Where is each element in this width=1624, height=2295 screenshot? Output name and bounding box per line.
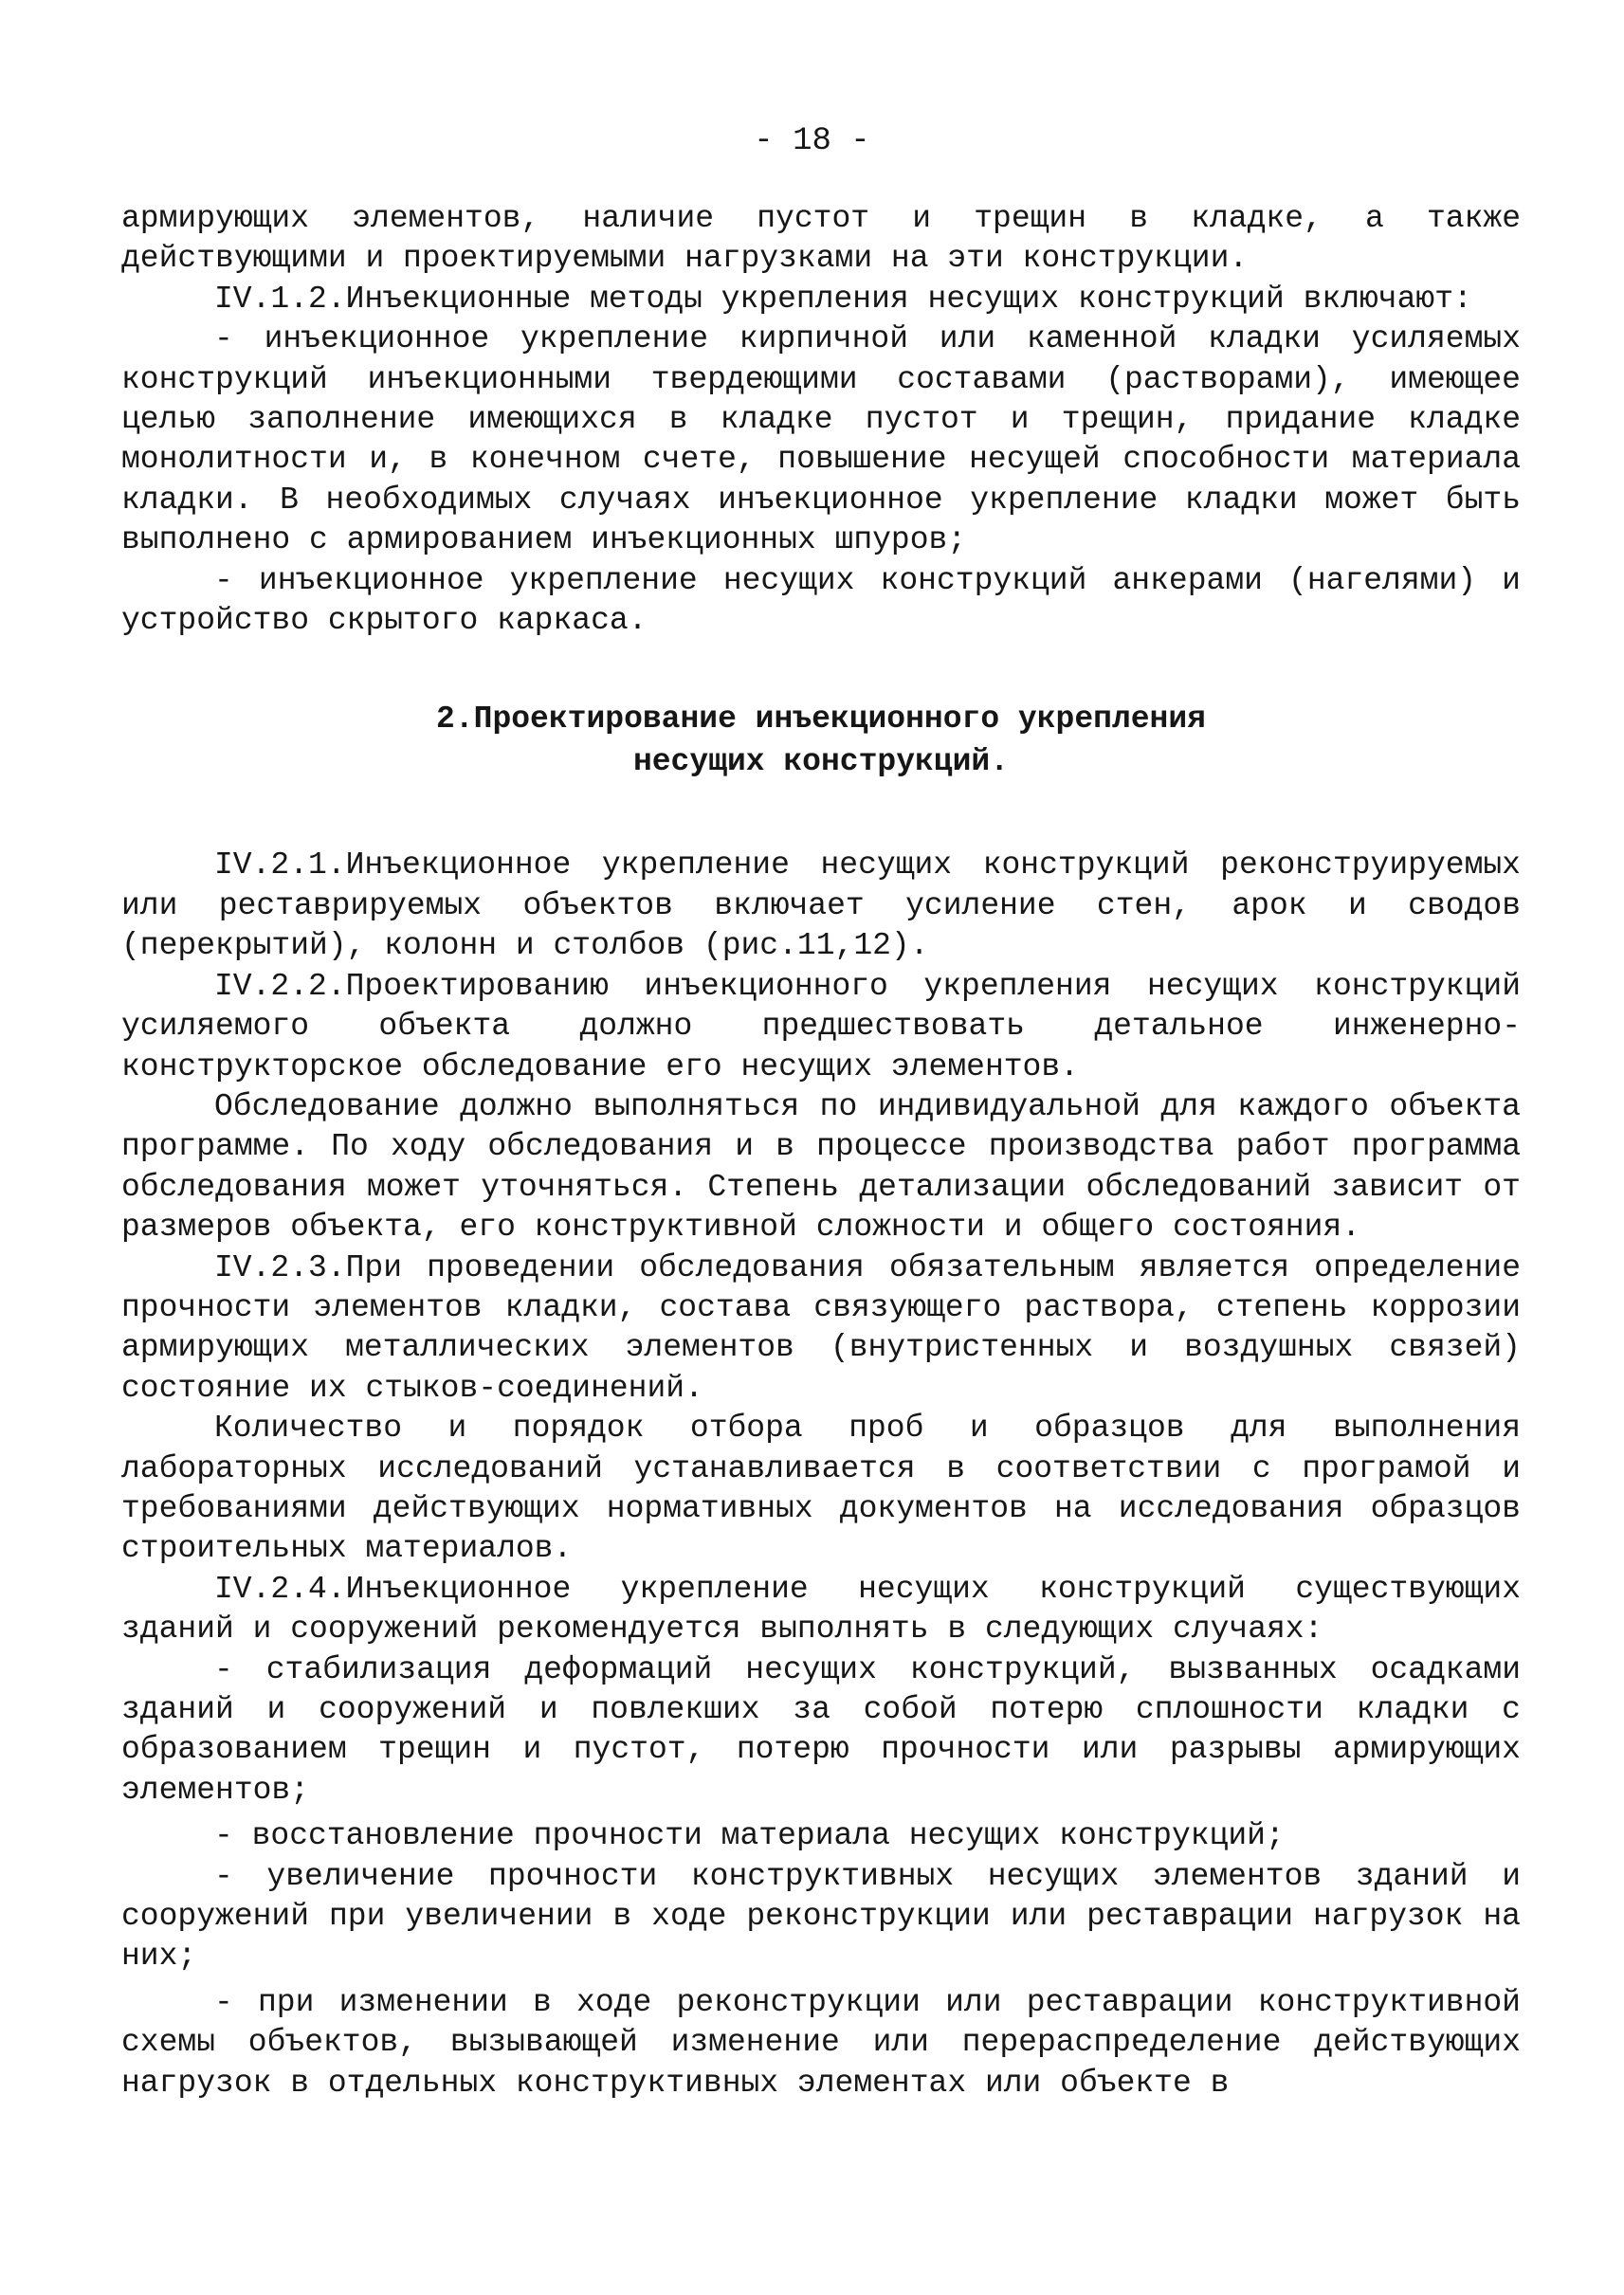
paragraph-iv-2-4: IV.2.4.Инъекционное укрепление несущих конструкций существующих зданий и сооружений рекомендуется выполнять в следующих случаях: <box>121 1571 1521 1648</box>
list-item-strength-restoration: - восстановление прочности материала несущих конструкций; <box>214 1818 1285 1854</box>
paragraph-sampling: Количество и порядок отбора проб и образцов для выполнения лабораторных исследований устанавливается в соответствии с програмой и требованиями действующих нормативных документов на исследования образцов строительных материалов. <box>121 1411 1521 1567</box>
section-heading-line-1: 2.Проектирование инъекционного укрепления <box>436 701 1206 738</box>
list-item-injection-anchors: - инъекционное укрепление несущих конструкций анкерами (нагелями) и устройство скрытого каркаса. <box>121 562 1521 639</box>
paragraph-survey-program: Обследование должно выполняться по индивидуальной для каждого объекта программе. По ходу обследования и в процессе производства работ программа обследования может уточняться. Степень детализации обследований зависит от размеров объекта, его конструктивной сложности и общего состояния. <box>121 1088 1521 1246</box>
spacer <box>121 641 1521 698</box>
section-heading-line-2: несущих конструкций. <box>632 744 1010 780</box>
document-body <box>121 199 1521 2104</box>
list-item-scheme-change: - при изменении в ходе реконструкции или реставрации конструктивной схемы объектов, вызывающей изменение или перераспределение действующих нагрузок в отдельных конструктивных элементах или объекте в <box>121 1984 1521 2101</box>
list-item-stabilization: - стабилизация деформаций несущих конструкций, вызванных осадками зданий и сооружений и повлекших за собой потерю сплошности кладки с образованием трещин и пустот, потерю прочности или разрывы армирующих элементов; <box>121 1651 1521 1808</box>
list-item-injection-masonry: - инъекционное укрепление кирпичной или каменной кладки усиляемых конструкций инъекционными твердеющими составами (растворами), имеющее целью заполнение имеющихся в кладке пустот и трещин, придание кладке монолитности и, в конечном счете, повышение несущей способности материала кладки. В необходимых случаях инъекционное укрепление кладки может быть выполнено с армированием инъекционных шпуров; <box>121 321 1521 558</box>
list-item-strength-increase: - увеличение прочности конструктивных несущих элементов зданий и сооружений при увеличении в ходе реконструкции или реставрации нагрузок на них; <box>121 1858 1521 1975</box>
paragraph-iv-2-3: IV.2.3.При проведении обследования обязательным является определение прочности элементов кладки, состава связующего раствора, степень коррозии армирующих металлических элементов (внутристенных и воздушных связей) состояние их стыков-соединений. <box>121 1249 1521 1406</box>
paragraph-iv-2-2: IV.2.2.Проектированию инъекционного укрепления несущих конструкций усиляемого объекта должно предшествовать детальное инженерно-конструкторское обследование его несущих элементов. <box>121 968 1521 1084</box>
paragraph-iv-1-2: IV.1.2.Инъекционные методы укрепления несущих конструкций включают: <box>214 281 1472 317</box>
spacer <box>121 783 1521 846</box>
page-number: - 18 - <box>754 123 870 159</box>
paragraph-iv-2-1: IV.2.1.Инъекционное укрепление несущих конструкций реконструируемых или реставрируемых объектов включает усиление стен, арок и сводов (перекрытий), колонн и столбов (рис.11,12). <box>121 847 1521 964</box>
paragraph-continuation: армирующих элементов, наличие пустот и трещин в кладке, а также действующими и проектируемыми нагрузками на эти конструкции. <box>121 201 1521 277</box>
